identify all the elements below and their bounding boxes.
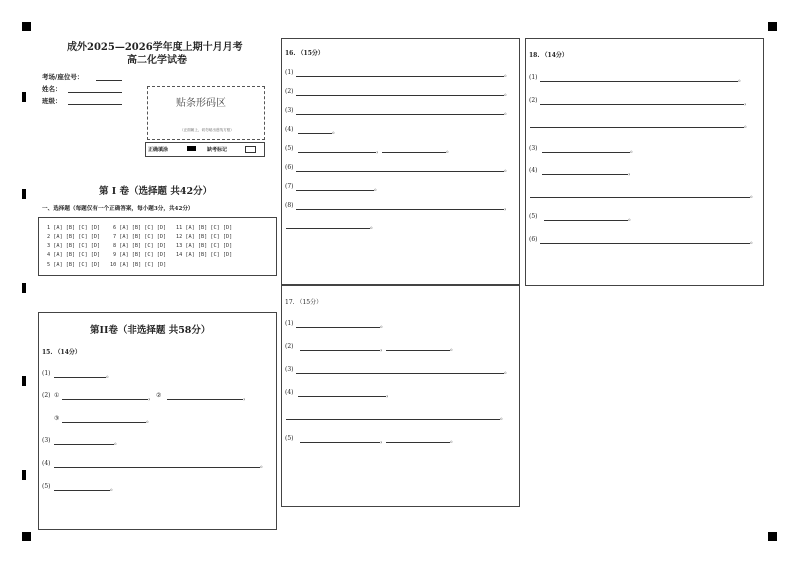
- mcq-row[interactable]: 9 [A] [B] [C] [D]: [113, 252, 167, 258]
- q16-label-4: (4): [285, 126, 294, 133]
- mcq-row[interactable]: 13 [A] [B] [C] [D]: [176, 243, 233, 249]
- q16-label-2: (2): [285, 88, 294, 95]
- q15-answer-1[interactable]: [54, 377, 106, 378]
- q15-sub-2: ②: [156, 392, 162, 399]
- q16-label-1: (1): [285, 69, 294, 76]
- name-field[interactable]: [68, 92, 122, 93]
- q16-heading: 16. （15分）: [285, 50, 324, 57]
- q15-label-2: (2): [42, 392, 51, 399]
- q17-label-4: (4): [285, 389, 294, 396]
- correct-fill-label: 正确填涂: [148, 147, 169, 153]
- mcq-row[interactable]: 3 [A] [B] [C] [D]: [47, 243, 101, 249]
- q16-answer-3[interactable]: [296, 114, 504, 115]
- punct: 。: [146, 416, 153, 424]
- punct: 。: [380, 321, 387, 329]
- absent-mark-checkbox[interactable]: [245, 146, 256, 153]
- q17-answer-3[interactable]: [296, 373, 504, 374]
- class-label: 班级：: [42, 97, 62, 105]
- q18-label-6: (6): [529, 236, 538, 243]
- punct: 。: [504, 367, 511, 375]
- q18-answer-4a[interactable]: [542, 174, 628, 175]
- q16-label-3: (3): [285, 107, 294, 114]
- punct: 。: [106, 371, 113, 379]
- correct-fill-sample: [187, 146, 196, 151]
- registration-mark: [768, 532, 777, 541]
- q15-sub-1: ①: [54, 392, 60, 399]
- punct: ，: [380, 344, 387, 352]
- q18-answer-6[interactable]: [540, 243, 750, 244]
- mcq-row[interactable]: 1 [A] [B] [C] [D]: [47, 225, 101, 231]
- q15-answer-3[interactable]: [54, 444, 114, 445]
- q16-answer-5b[interactable]: [382, 152, 446, 153]
- q15-answer-2c[interactable]: [62, 422, 146, 423]
- punct: 。: [370, 222, 377, 230]
- q17-answer-5a[interactable]: [300, 442, 380, 443]
- part2-box: [38, 312, 277, 530]
- q17-answer-2a[interactable]: [300, 350, 380, 351]
- q17-answer-1[interactable]: [296, 327, 380, 328]
- timing-mark: [22, 92, 26, 102]
- timing-mark: [22, 376, 26, 386]
- exam-subtitle: 高二化学试卷: [127, 55, 187, 66]
- q18-heading: 18. （14分）: [529, 52, 568, 59]
- punct: 。: [446, 146, 453, 154]
- q15-label-1: (1): [42, 370, 51, 377]
- punct: 。: [630, 146, 637, 154]
- q18-label-2: (2): [529, 97, 538, 104]
- absent-mark-label: 缺考标记: [207, 147, 228, 153]
- punct: 。: [450, 436, 457, 444]
- mcq-row[interactable]: 6 [A] [B] [C] [D]: [113, 225, 167, 231]
- punct: 。: [374, 184, 381, 192]
- registration-mark: [22, 532, 31, 541]
- q18-answer-4b[interactable]: [530, 197, 750, 198]
- q18-answer-5[interactable]: [544, 220, 628, 221]
- q16-answer-7[interactable]: [296, 190, 374, 191]
- barcode-label: 贴条形码区: [176, 98, 226, 109]
- q15-answer-5[interactable]: [54, 490, 110, 491]
- punct: ，: [386, 390, 393, 398]
- q18-label-1: (1): [529, 74, 538, 81]
- punct: 。: [744, 121, 751, 129]
- q16-answer-6[interactable]: [296, 171, 504, 172]
- punct: ，: [376, 146, 383, 154]
- q16-label-7: (7): [285, 183, 294, 190]
- timing-mark: [22, 283, 26, 293]
- q16-label-8: (8): [285, 202, 294, 209]
- barcode-note: （正面朝上，切勿贴出虚线方框）: [180, 128, 234, 132]
- seat-field[interactable]: [96, 80, 122, 81]
- punct: ，: [744, 98, 751, 106]
- mcq-row[interactable]: 7 [A] [B] [C] [D]: [113, 234, 167, 240]
- q16-answer-8b[interactable]: [286, 228, 370, 229]
- mcq-row[interactable]: 11 [A] [B] [C] [D]: [176, 225, 233, 231]
- q17-label-2: (2): [285, 343, 294, 350]
- q15-answer-2b[interactable]: [167, 399, 243, 400]
- q17-answer-4b[interactable]: [286, 419, 500, 420]
- q16-answer-5a[interactable]: [298, 152, 376, 153]
- q18-label-3: (3): [529, 145, 538, 152]
- q18-answer-1[interactable]: [540, 81, 738, 82]
- q16-answer-4[interactable]: [298, 133, 332, 134]
- mcq-row[interactable]: 14 [A] [B] [C] [D]: [176, 252, 233, 258]
- part1-title: 第 I 卷（选择题 共42分）: [99, 186, 213, 197]
- q17-label-1: (1): [285, 320, 294, 327]
- q17-label-5: (5): [285, 435, 294, 442]
- punct: 。: [504, 108, 511, 116]
- q16-label-5: (5): [285, 145, 294, 152]
- punct: 。: [450, 344, 457, 352]
- punct: 。: [114, 438, 121, 446]
- punct: 。: [504, 89, 511, 97]
- q16-answer-2[interactable]: [296, 95, 504, 96]
- class-field[interactable]: [68, 104, 122, 105]
- part1-instruction: 一、选择题（每题仅有一个正确答案，每小题3分，共42分）: [42, 206, 194, 212]
- punct: 。: [504, 70, 511, 78]
- registration-mark: [768, 22, 777, 31]
- timing-mark: [22, 470, 26, 480]
- q17-heading: 17. （15分）: [285, 299, 323, 306]
- mcq-row[interactable]: 5 [A] [B] [C] [D]: [47, 262, 101, 268]
- q17-answer-5b[interactable]: [386, 442, 450, 443]
- punct: 。: [738, 75, 745, 83]
- q17-label-3: (3): [285, 366, 294, 373]
- q17-answer-4a[interactable]: [298, 396, 386, 397]
- mcq-row[interactable]: 8 [A] [B] [C] [D]: [113, 243, 167, 249]
- q18-label-4: (4): [529, 167, 538, 174]
- mcq-row[interactable]: 12 [A] [B] [C] [D]: [176, 234, 233, 240]
- q15-answer-4[interactable]: [54, 467, 260, 468]
- punct: 。: [628, 214, 635, 222]
- q18-answer-2a[interactable]: [540, 104, 744, 105]
- q15-heading: 15. （14分）: [42, 349, 81, 356]
- q18-answer-3[interactable]: [542, 152, 630, 153]
- punct: 。: [750, 237, 757, 245]
- q15-label-5: (5): [42, 483, 51, 490]
- timing-mark: [22, 189, 26, 199]
- punct: 。: [110, 484, 117, 492]
- q18-box: [525, 38, 764, 286]
- punct: ，: [148, 393, 155, 401]
- q16-answer-1[interactable]: [296, 76, 504, 77]
- punct: ，: [243, 393, 250, 401]
- mcq-row[interactable]: 10 [A] [B] [C] [D]: [110, 262, 167, 268]
- punct: 。: [504, 165, 511, 173]
- name-label: 姓名：: [42, 85, 62, 93]
- punct: ，: [380, 436, 387, 444]
- registration-mark: [22, 22, 31, 31]
- mcq-row[interactable]: 4 [A] [B] [C] [D]: [47, 252, 101, 258]
- part2-title: 第II卷（非选择题 共58分）: [90, 325, 211, 336]
- mcq-row[interactable]: 2 [A] [B] [C] [D]: [47, 234, 101, 240]
- q16-label-6: (6): [285, 164, 294, 171]
- seat-label: 考场/座位号：: [42, 73, 84, 81]
- q15-answer-2a[interactable]: [62, 399, 148, 400]
- punct: 。: [750, 191, 757, 199]
- punct: ，: [628, 168, 635, 176]
- punct: 。: [332, 127, 339, 135]
- exam-title: 成外2025—2026学年度上期十月月考: [67, 42, 243, 53]
- punct: 。: [260, 461, 267, 469]
- q15-label-4: (4): [42, 460, 51, 467]
- q18-label-5: (5): [529, 213, 538, 220]
- punct: ，: [504, 203, 511, 211]
- punct: 。: [500, 413, 507, 421]
- q16-answer-8a[interactable]: [296, 209, 504, 210]
- q15-label-3: (3): [42, 437, 51, 444]
- q15-sub-3: ③: [54, 415, 60, 422]
- q18-answer-2b[interactable]: [530, 127, 744, 128]
- q17-answer-2b[interactable]: [386, 350, 450, 351]
